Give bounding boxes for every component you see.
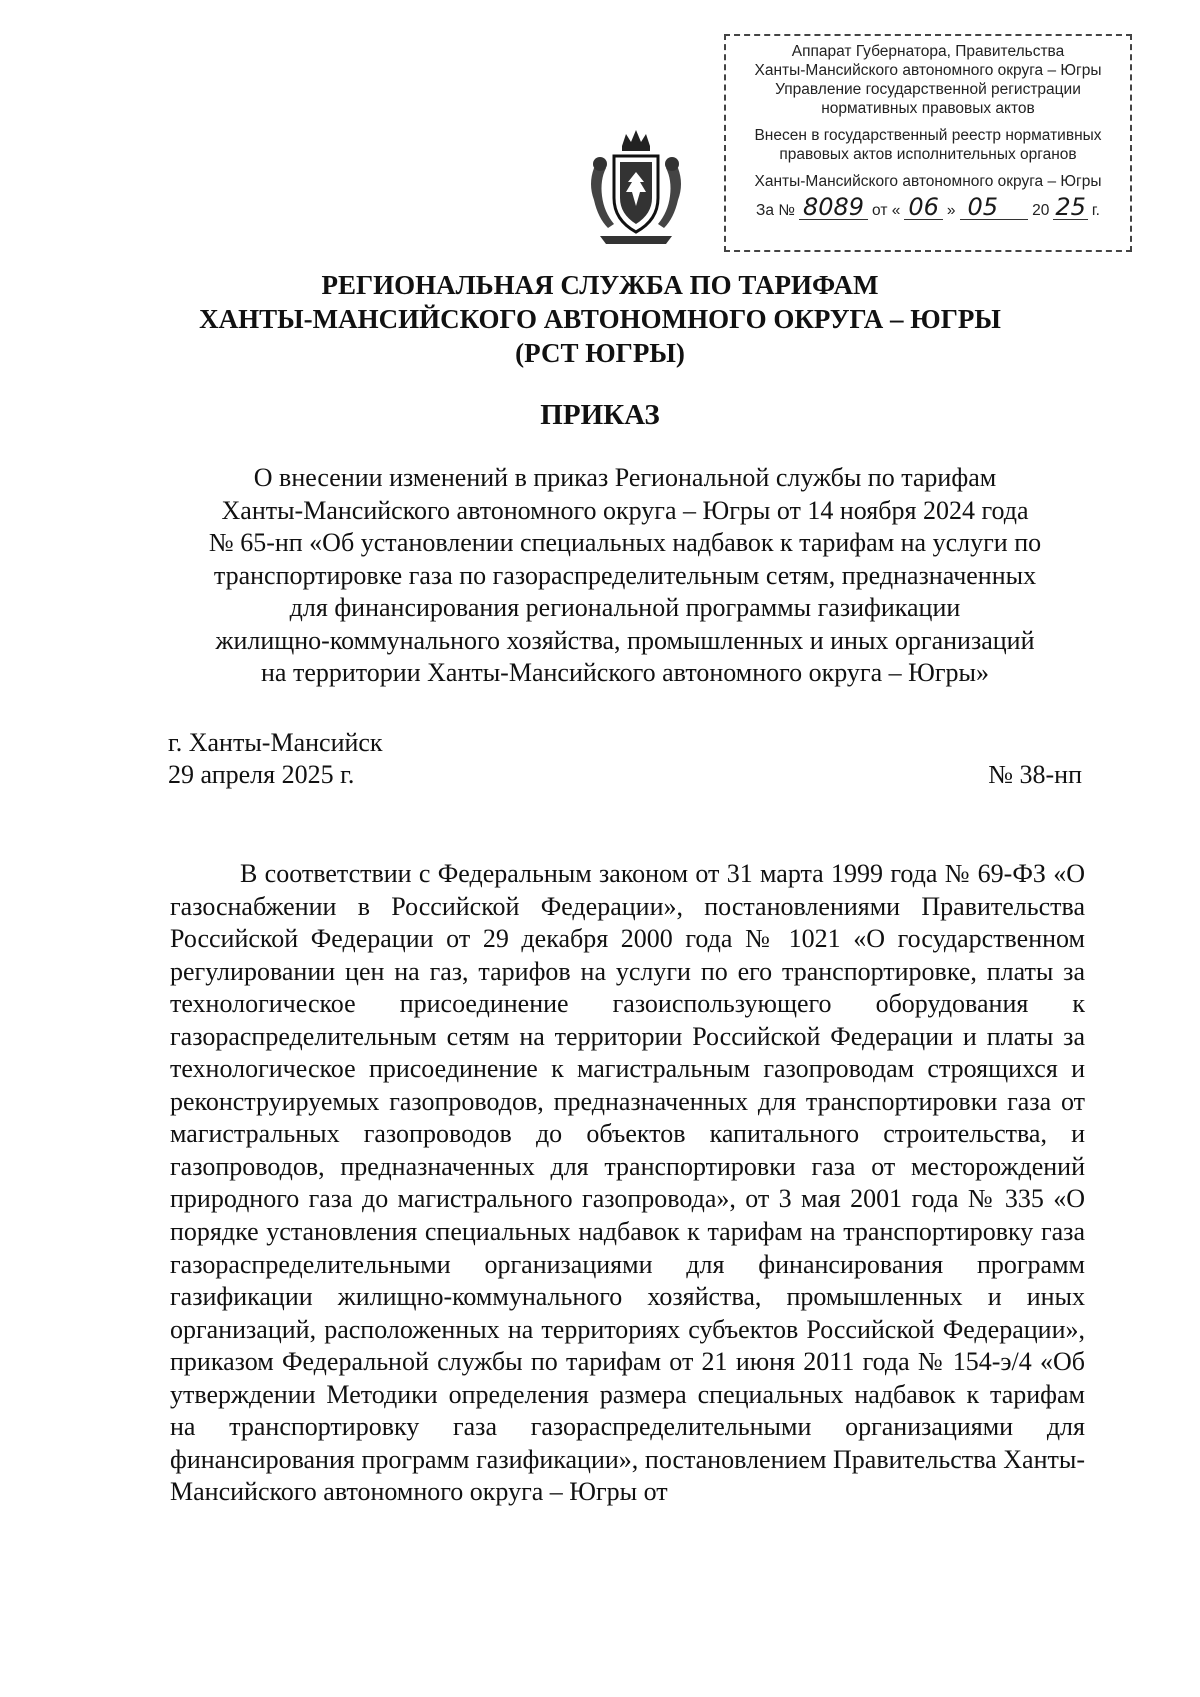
stamp-line: Управление государственной регистрации (775, 81, 1081, 98)
stamp-line: Аппарат Губернатора, Правительства (791, 43, 1065, 60)
subject-line: жилищно-коммунального хозяйства, промышленных и иных организаций (215, 625, 1035, 655)
stamp-reg-from: от « (872, 202, 901, 219)
stamp-reg-year-end: г. (1091, 202, 1100, 219)
organization-name (150, 268, 1050, 370)
subject-line: для финансирования региональной программы газификации (289, 593, 961, 622)
org-line: (РСТ ЮГРЫ) (515, 338, 685, 368)
stamp-reg-number: 8089 (799, 195, 868, 220)
coat-of-arms-icon (580, 128, 692, 250)
document-body (170, 858, 1085, 1509)
body-paragraph: В соответствии с Федеральным законом от 31 марта 1999 года № 69-ФЗ «О газоснабжении в Российской Федерации», постановлениями Правительства Российской Федерации от 29 декабря 2000 года № 1021 «О государственном регулировании цен на газ, тарифов на услуги по его транспортировке, платы за технологическое присоединение газоиспользующего оборудования к газораспределительным сетям на территории Российской Федерации и платы за технологическое присоединение к магистральным газопроводам строящихся и реконструируемых газопроводов, предназначенных для транспортировки газа от магистральных газопроводов до объектов капитального строительства, и газопроводов, предназначенных для транспортировки газа от месторождений природного газа до магистрального газопровода», от 3 мая 2001 года № 335 «О порядке установления специальных надбавок к тарифам на транспортировку газа газораспределительными организациями для финансирования программ газификации жилищно-коммунального хозяйства, промышленных и иных организаций, расположенных на территориях субъектов Российской Федерации», приказом Федеральной службы по тарифам от 21 июня 2011 года № 154-э/4 «Об утверждении Методики определения размера специальных надбавок к тарифам на транспортировку газа газораспределительными организациями для финансирования программ газификации», постановлением Правительства Ханты-Мансийского автономного округа – Югры от (170, 859, 1085, 1507)
stamp-line: Ханты-Мансийского автономного округа – Югры (754, 173, 1102, 190)
stamp-line: Внесен в государственный реестр нормативных (754, 127, 1102, 144)
stamp-reg-prefix: За № (756, 202, 795, 219)
stamp-line: правовых актов исполнительных органов (779, 146, 1077, 163)
document-number: № 38-нп (988, 760, 1082, 789)
document-subject (150, 462, 1100, 690)
issue-date: 29 апреля 2025 г. (168, 760, 355, 789)
org-line: ХАНТЫ-МАНСИЙСКОГО АВТОНОМНОГО ОКРУГА – ЮГРЫ (199, 304, 1001, 334)
stamp-reg-year: 25 (1055, 193, 1086, 221)
subject-line: Ханты-Мансийского автономного округа – Югры от 14 ноября 2024 года (221, 495, 1029, 525)
stamp-reg-month: 05 (960, 195, 1029, 220)
stamp-line: Ханты-Мансийского автономного округа – Югры (754, 62, 1102, 79)
subject-line: транспортировке газа по газораспределительным сетям, предназначенных (213, 560, 1037, 590)
document-type: ПРИКАЗ (540, 399, 660, 431)
stamp-line: нормативных правовых актов (821, 100, 1035, 117)
stamp-reg-quote: » (946, 202, 956, 219)
stamp-reg-day: 06 (904, 195, 943, 220)
org-line: РЕГИОНАЛЬНАЯ СЛУЖБА ПО ТАРИФАМ (321, 270, 879, 300)
stamp-registration-row (736, 195, 1120, 220)
registration-stamp (724, 34, 1132, 252)
issue-city: г. Ханты-Мансийск (168, 728, 383, 757)
subject-line: О внесении изменений в приказ Региональной службы по тарифам (253, 463, 997, 492)
subject-line: на территории Ханты-Мансийского автономного округа – Югры» (261, 658, 989, 687)
stamp-reg-year-prefix: 20 (1032, 202, 1050, 219)
subject-line: № 65-нп «Об установлении специальных надбавок к тарифам на услуги по (208, 528, 1042, 557)
